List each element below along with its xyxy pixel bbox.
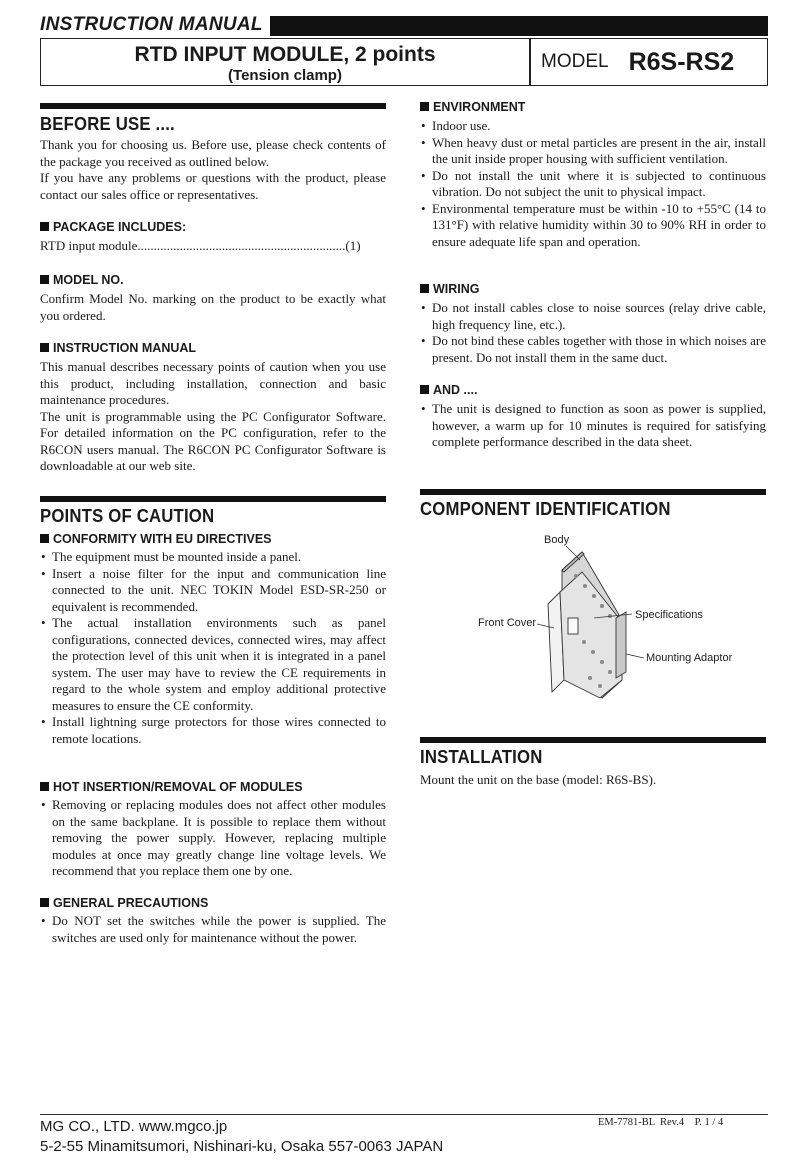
instruction-manual-text (40, 359, 386, 475)
product-title: RTD INPUT MODULE, 2 points (134, 43, 436, 66)
package-heading: PACKAGE INCLUDES: (40, 220, 186, 234)
and-heading: AND .... (420, 383, 477, 397)
list-item: • The unit is designed to function as soon as power is supplied, however, a warm up for 10 minutes is required for satisfying complete performance described in the data sheet. (420, 401, 766, 451)
square-bullet-icon (40, 222, 49, 231)
manual-paragraph: This manual describes necessary points of caution when you use this product, including installation, connection and basic maintenance procedures. (40, 359, 386, 407)
component-identification-heading: COMPONENT IDENTIFICATION (420, 499, 671, 519)
header-bar (270, 16, 768, 36)
section-rule (420, 489, 766, 495)
intro-paragraph: Thank you for choosing us. Before use, please check contents of the package you received as outlined below. (40, 137, 386, 169)
hot-insertion-heading: HOT INSERTION/REMOVAL OF MODULES (40, 780, 303, 794)
product-title-box (40, 38, 530, 86)
body-label: Body (544, 534, 570, 546)
instruction-manual-heading: INSTRUCTION MANUAL (40, 341, 196, 355)
list-item: • Do NOT set the switches while the power is supplied. The switches are used only for maintenance without the power. (40, 913, 386, 946)
installation-text: Mount the unit on the base (model: R6S-BS). (420, 772, 657, 787)
section-rule (40, 496, 386, 502)
manual-paragraph: The unit is programmable using the PC Configurator Software. For detailed information on the PC configuration, refer to the R6CON users manual. The R6CON PC Configurator Software is downloadable at our web site. (40, 408, 386, 473)
list-item: • Indoor use. (420, 118, 766, 135)
list-item: • Install lightning surge protectors for those wires connected to remote locations. (40, 714, 386, 747)
square-bullet-icon (40, 275, 49, 284)
eu-directives-heading: CONFORMITY WITH EU DIRECTIVES (40, 532, 272, 546)
eu-directives-list (40, 549, 386, 747)
manual-type-title: INSTRUCTION MANUAL (40, 14, 263, 35)
square-bullet-icon (420, 102, 429, 111)
specifications-label: Specifications (635, 609, 703, 621)
list-item: • Removing or replacing modules does not affect other modules on the same backplane. It is possible to replace them without removing the power supply. However, replacing multiple modules at once may greatly change line voltage levels. We recommend that you replace them one by one. (40, 797, 386, 880)
square-bullet-icon (420, 385, 429, 394)
front-cover-label: Front Cover (478, 617, 537, 629)
installation-heading: INSTALLATION (420, 747, 543, 767)
list-item: • The equipment must be mounted inside a panel. (40, 549, 386, 566)
general-precautions-list (40, 913, 386, 946)
square-bullet-icon (40, 898, 49, 907)
wiring-heading: WIRING (420, 282, 480, 296)
model-value: R6S-RS2 (628, 47, 735, 76)
list-item: • The actual installation environments such as panel configurations, connected devices, connected wires, may affect the protection level of this unit when it is integrated in a panel system. The user may have to review the CE requirements in regard to the whole system and employ additional protective measures to ensure the CE conformity. (40, 615, 386, 714)
general-precautions-heading: GENERAL PRECAUTIONS (40, 896, 208, 910)
footer-company: MG CO., LTD. www.mgco.jp (40, 1118, 228, 1135)
before-use-intro (40, 137, 386, 203)
and-list (420, 401, 766, 451)
square-bullet-icon (40, 534, 49, 543)
environment-list (420, 118, 766, 250)
model-box (530, 38, 768, 86)
environment-heading: ENVIRONMENT (420, 100, 525, 114)
model-label: MODEL (541, 51, 609, 72)
list-item: • Do not install cables close to noise sources (relay drive cable, high frequency line, etc.). (420, 300, 766, 333)
square-bullet-icon (40, 343, 49, 352)
square-bullet-icon (420, 284, 429, 293)
list-item: • Do not bind these cables together with those in which noises are present. Do not install them in the same duct. (420, 333, 766, 366)
section-rule (40, 103, 386, 109)
footer-rule (40, 1114, 768, 1115)
hot-insertion-list (40, 797, 386, 880)
footer-address: 5-2-55 Minamitsumori, Nishinari-ku, Osaka 557-0063 JAPAN (40, 1138, 444, 1155)
module-illustration (548, 552, 626, 698)
intro-paragraph: If you have any problems or questions with the product, please contact our sales office or representatives. (40, 170, 386, 202)
model-no-text: Confirm Model No. marking on the product to be exactly what you ordered. (40, 291, 386, 323)
wiring-list (420, 300, 766, 366)
list-item: • Insert a noise filter for the input and communication line connected to the unit. NEC TOKIN Model ESD-SR-250 or equivalent is recommended. (40, 566, 386, 616)
mounting-adaptor-label: Mounting Adaptor (646, 652, 733, 664)
product-subtitle: (Tension clamp) (228, 67, 342, 84)
before-use-heading: BEFORE USE .... (40, 114, 175, 134)
list-item: • Do not install the unit where it is subjected to continuous vibration. Do not subject the unit to physical impact. (420, 168, 766, 201)
document-reference: EM-7781-BL Rev.4 P. 1 / 4 (598, 1117, 724, 1128)
model-no-heading: MODEL NO. (40, 273, 124, 287)
package-item: RTD input module................................................................(1) (40, 238, 361, 253)
list-item: • When heavy dust or metal particles are present in the air, install the unit inside proper housing with sufficient ventilation. (420, 135, 766, 168)
square-bullet-icon (40, 782, 49, 791)
section-rule (420, 737, 766, 743)
module-diagram (472, 530, 772, 710)
points-of-caution-heading: POINTS OF CAUTION (40, 506, 215, 526)
list-item: • Environmental temperature must be within -10 to +55°C (14 to 131°F) with relative humidity within 30 to 90% RH in order to ensure adequate life span and operation. (420, 201, 766, 251)
